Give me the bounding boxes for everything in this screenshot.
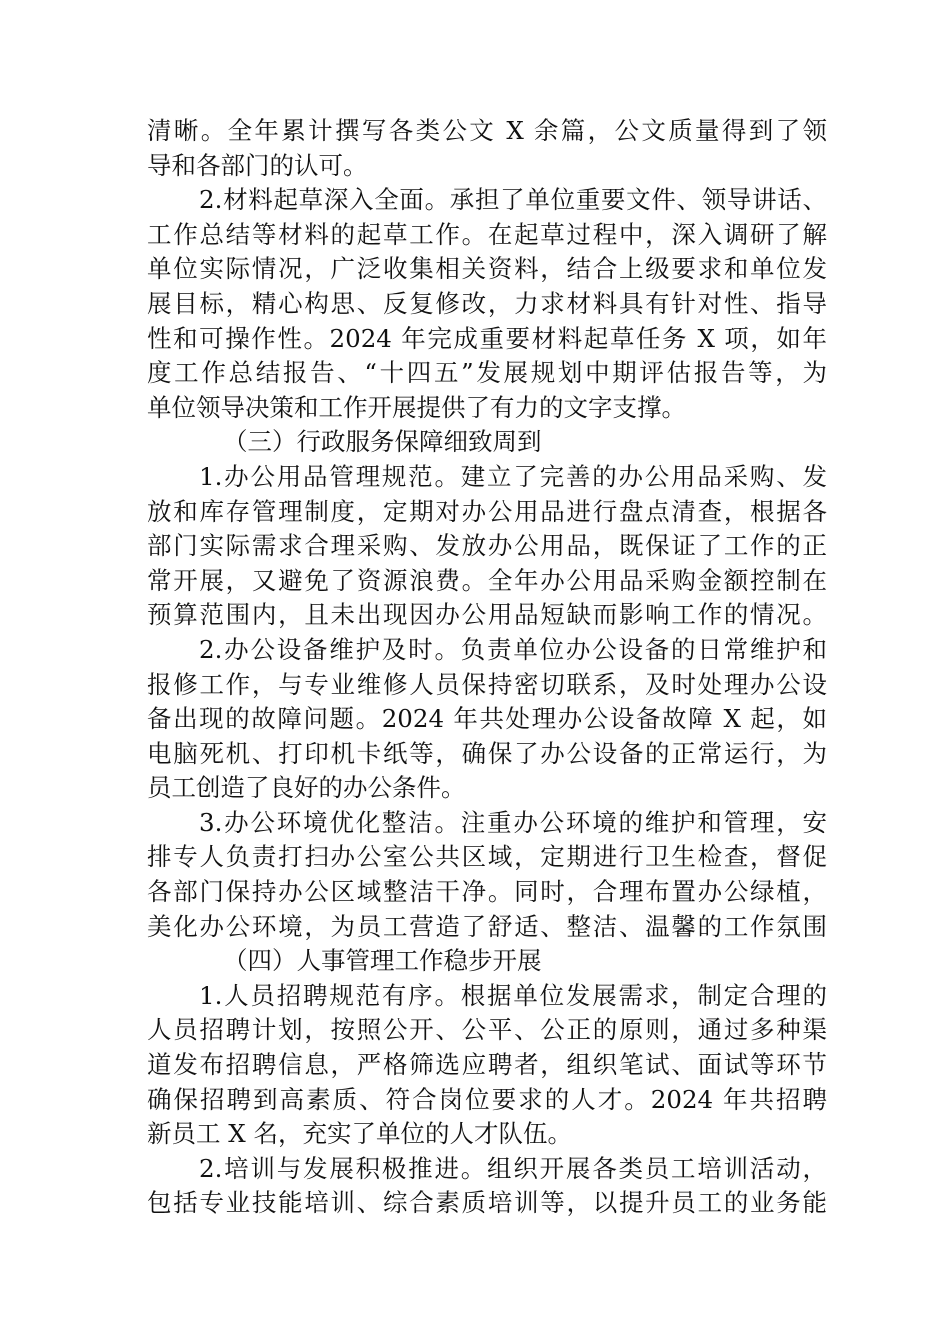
section-heading: （三）行政服务保障细致周到 — [223, 427, 542, 457]
text-line: 预算范围内，且未出现因办公用品短缺而影响工作的情况。 — [147, 600, 827, 630]
text-line: 各部门保持办公区域整洁干净。同时，合理布置办公绿植， — [147, 877, 827, 907]
document-body — [147, 114, 827, 1221]
text-line: 常开展，又避免了资源浪费。全年办公用品采购金额控制在 — [147, 565, 827, 595]
text-line: 排专人负责打扫办公室公共区域，定期进行卫生检查，督促 — [147, 842, 827, 872]
text-line: 清晰。全年累计撰写各类公文 X 余篇，公文质量得到了领 — [147, 116, 827, 145]
text-line: 放和库存管理制度，定期对办公用品进行盘点清查，根据各 — [147, 496, 827, 526]
text-line: 报修工作，与专业维修人员保持密切联系，及时处理办公设 — [147, 669, 827, 699]
text-line: 道发布招聘信息，严格筛选应聘者，组织笔试、面试等环节 — [147, 1050, 827, 1080]
text-line: 部门实际需求合理采购、发放办公用品，既保证了工作的正 — [147, 531, 827, 561]
paragraph-start-line: 1.办公用品管理规范。建立了完善的办公用品采购、发 — [199, 461, 827, 491]
text-line: 单位领导决策和工作开展提供了有力的文字支撑。 — [147, 392, 686, 422]
text-line: 度工作总结报告、“十四五”发展规划中期评估报告等，为 — [147, 358, 827, 388]
paragraph-start-line: 1.人员招聘规范有序。根据单位发展需求，制定合理的 — [199, 980, 827, 1010]
text-line: 确保招聘到高素质、符合岗位要求的人才。2024 年共招聘 — [147, 1084, 827, 1114]
text-line: 工作总结等材料的起草工作。在起草过程中，深入调研了解 — [147, 219, 827, 249]
text-line: 人员招聘计划，按照公开、公平、公正的原则，通过多种渠 — [147, 1015, 827, 1045]
section-heading: （四）人事管理工作稳步开展 — [223, 946, 542, 976]
text-line: 电脑死机、打印机卡纸等，确保了办公设备的正常运行，为 — [147, 738, 827, 768]
text-line: 备出现的故障问题。2024 年共处理办公设备故障 X 起，如 — [147, 704, 827, 734]
text-line: 美化办公环境，为员工营造了舒适、整洁、温馨的工作氛围 — [147, 911, 827, 941]
text-line: 新员工 X 名，充实了单位的人才队伍。 — [147, 1119, 573, 1149]
text-line: 包括专业技能培训、综合素质培训等，以提升员工的业务能 — [147, 1188, 827, 1218]
text-line: 员工创造了良好的办公条件。 — [147, 773, 466, 803]
text-line: 性和可操作性。2024 年完成重要材料起草任务 X 项，如年 — [147, 323, 827, 353]
paragraph-start-line: 2.办公设备维护及时。负责单位办公设备的日常维护和 — [199, 634, 827, 664]
text-line: 单位实际情况，广泛收集相关资料，结合上级要求和单位发 — [147, 254, 827, 284]
paragraph-start-line: 2.培训与发展积极推进。组织开展各类员工培训活动， — [199, 1153, 827, 1183]
text-line: 展目标，精心构思、反复修改，力求材料具有针对性、指导 — [147, 288, 827, 318]
text-line: 导和各部门的认可。 — [147, 150, 368, 180]
paragraph-start-line: 3.办公环境优化整洁。注重办公环境的维护和管理，安 — [199, 807, 827, 837]
paragraph-start-line: 2.材料起草深入全面。承担了单位重要文件、领导讲话、 — [199, 185, 827, 215]
